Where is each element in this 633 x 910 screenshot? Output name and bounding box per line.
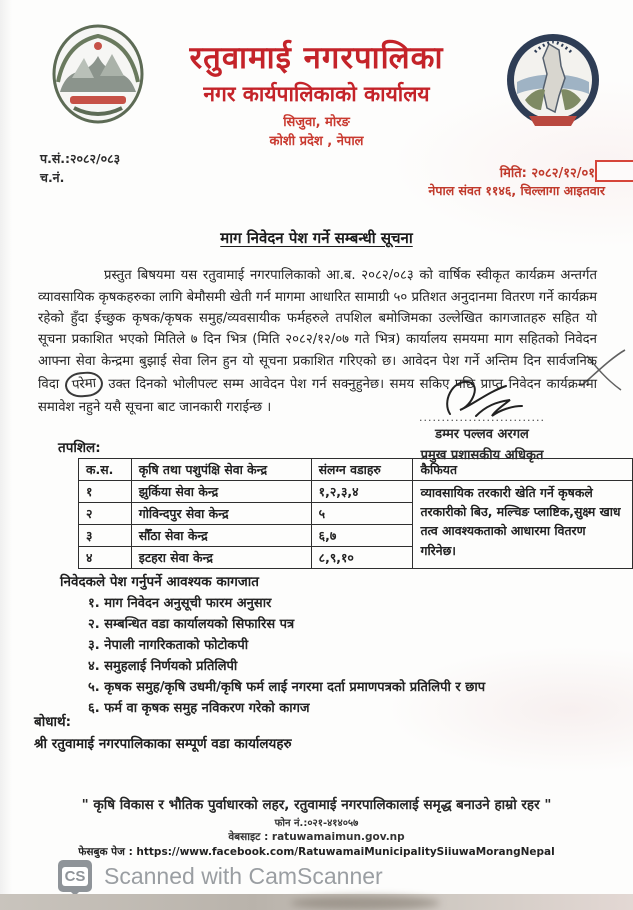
nepal-sambat-line: नेपाल संवत ११४६, चिल्लागा आइतवार [428, 183, 605, 198]
scan-shadow-blob [290, 896, 440, 910]
body-part-2: उक्त दिनको भोलीपल्ट सम्म आवेदन पेश गर्न सक्नुहुनेछ। समय सकिए पछि प्राप्त निवेदन कार्यक्रममा समावेश नहुने यसै सूचना बाट जानकारी गराईन्छ । [38, 377, 598, 416]
cell-sn: १ [79, 481, 132, 503]
cell-center: सौँठा सेवा केन्द्र [131, 525, 311, 547]
cell-center: गोविन्दपुर सेवा केन्द्र [131, 503, 311, 525]
address-line-2: कोशी प्रदेश , नेपाल [269, 134, 364, 149]
cell-wards: ८,९,१० [311, 547, 413, 569]
header-service-center: कृषि तथा पशुपंक्षि सेवा केन्द्र [131, 459, 311, 481]
municipality-title: रतुवामाई नगरपालिका [189, 40, 444, 76]
cell-sn: ४ [79, 547, 132, 569]
header-wards: संलग्न वडाहरु [311, 459, 413, 481]
letter-number: प.सं.:२०८२/०८३ [40, 151, 121, 166]
list-item: ३. नेपाली नागरिकताको फोटोकपी [88, 638, 249, 653]
footer-phone: फोन नं.:०२१-४१४०५७ [274, 818, 359, 829]
list-item: ६. फर्म वा कृषक समुह नविकरण गरेको कागज [88, 701, 310, 716]
camscanner-badge-text: CS [62, 867, 89, 886]
camscanner-watermark [58, 860, 383, 892]
signatory-designation: प्रमुख प्रशासकीय अधिकृत [420, 448, 544, 463]
footer-website: वेबसाइट : ratuwamaimun.gov.np [228, 831, 405, 843]
list-item: ५. कृषक समुह/कृषि उधमी/कृषि फर्म लाई नगरमा दर्ता प्रमाणपत्रको प्रतिलिपी र छाप [88, 680, 486, 695]
table-row [79, 481, 633, 503]
table-caption: तपशिल: [58, 440, 101, 456]
cell-center: इटहरा सेवा केन्द्र [131, 547, 311, 569]
camscanner-icon [58, 860, 92, 892]
footer-facebook: फेसबुक पेज : https://www.facebook.com/RatuwamaiMunicipalitySiiuwaMorangNepal [78, 846, 555, 858]
table-header-row [79, 459, 633, 481]
footer-slogan: " कृषि विकास र भौतिक पुर्वाधारको लहर, रतुवामाई नगरपालिकालाई समृद्ध बनाउने हाम्रो रहर " [81, 797, 552, 813]
cell-center: झुर्किया सेवा केन्द्र [131, 481, 311, 503]
office-subtitle: नगर कार्यपालिकाको कार्यालय [203, 82, 430, 106]
service-center-table [78, 458, 633, 569]
date-line: मिति: २०८२/१२/०१ [499, 166, 595, 181]
list-item: ४. समुहलाई निर्णयको प्रतिलिपी [88, 659, 238, 674]
circled-word: परेमा [64, 370, 104, 399]
signatory-name: डम्मर पल्लव अरगल [435, 427, 529, 442]
cc-label: बोधार्थ: [34, 714, 72, 730]
header-remarks: कैफियत [413, 459, 633, 481]
cell-wards: ६,७ [311, 525, 413, 547]
signature-block [367, 376, 597, 463]
cell-sn: २ [79, 503, 132, 525]
cc-recipient: श्री रतुवामाई नगरपालिकाका सम्पूर्ण वडा कार्यालयहरु [34, 736, 292, 752]
dispatch-number: च.नं. [40, 170, 65, 185]
camscanner-label: Scanned with CamScanner [104, 862, 383, 889]
cell-wards: ५ [311, 503, 413, 525]
signature-line: ............................ [419, 411, 545, 424]
documents-list [88, 594, 485, 720]
cell-wards: १,२,३,४ [311, 481, 413, 503]
header-sn: क.स. [79, 459, 132, 481]
documents-heading: निवेदकले पेश गर्नुपर्ने आवश्यक कागजात [60, 574, 259, 590]
red-stamp-fragment [595, 160, 633, 182]
address-line-1: सिजुवा, मोरङ [283, 115, 350, 130]
notice-subject: माग निवेदन पेश गर्ने सम्बन्धी सूचना [220, 229, 413, 247]
list-item: १. माग निवेदन अनुसूची फारम अनुसार [88, 596, 272, 611]
body-part-1: प्रस्तुत बिषयमा यस रतुवामाई नगरपालिकाको आ.ब. २०८२/०८३ को वार्षिक स्वीकृत कार्यक्रम अन्तर्गत व्यावसायिक कृषकहरुका लागि बेमौसमी खेती गर्न मागमा आधारित सामाग्री ५० प्रतिशत अनुदानमा वितरण गर्ने कार्यक्रम रहेको हुँदा ईच्छुक कृषक/कृषक समुह/व्यवसायीक फर्महरुले तपशिल बमोजिमका उल्लेखित कागजातहरु सहित यो सूचना प्रकाशित भएको मितिले ७ दिन भित्र (मिति २०८२/१२/०७ गते भित्र) कार्यालय समयमा माग सहितको निवेदन आफ्ना सेवा केन्द्रमा बुझाई सेवा लिन हुन यो सूचना प्रकाशित गरिएको छ। आवेदन पेश गर्ने अन्तिम दिन सार्वजनिक विदा [38, 268, 597, 393]
cell-sn: ३ [79, 525, 132, 547]
list-item: २. सम्बन्धित वडा कार्यालयको सिफारिस पत्र [88, 617, 295, 632]
cell-remarks: व्यावसायिक तरकारी खेति गर्ने कृषकले तरकारीको बिउ, मल्चिङ प्लाष्टिक,सुक्ष्म खाध तत्व आवश्यकताको आधारमा वितरण गरिनेछ। [413, 481, 633, 569]
